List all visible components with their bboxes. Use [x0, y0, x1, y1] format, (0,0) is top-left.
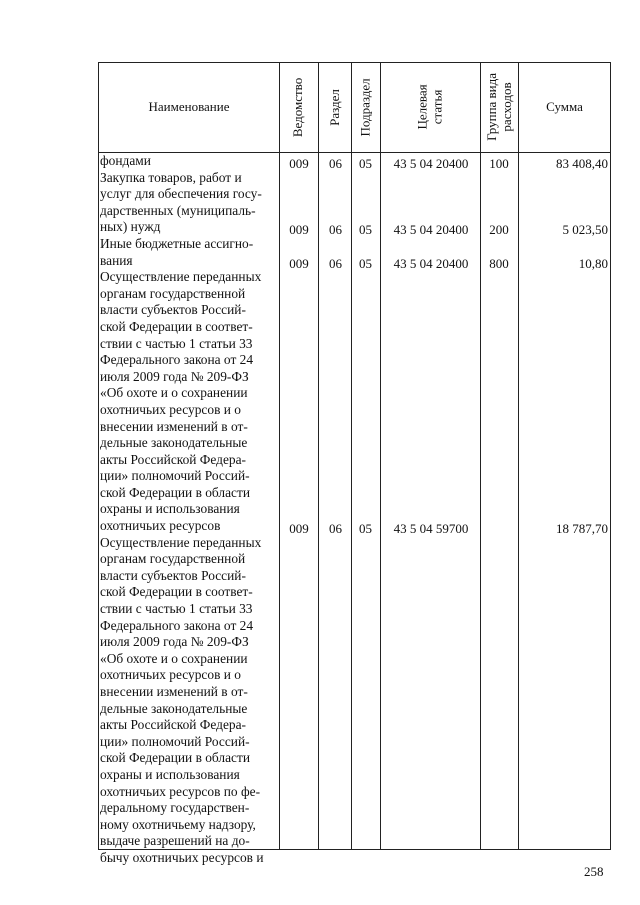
name-text-line: дельные законодательные [100, 435, 248, 451]
name-text-line: бычу охотничьих ресурсов и [100, 849, 264, 865]
col-divider-vedomstvo [318, 62, 319, 850]
name-text-line: охотничьих ресурсов и о [100, 667, 241, 683]
header-gruppa-line1: Группа вида [483, 73, 499, 141]
cell-celevaya: 43 5 04 20400 [393, 255, 469, 271]
name-text-line: июля 2009 года № 209-ФЗ [100, 368, 249, 384]
name-text-line: ствии с частью 1 статьи 33 [100, 601, 253, 617]
header-podrazdel [352, 62, 380, 152]
name-text-line: ской Федерации в области [100, 750, 250, 766]
name-text-line: власти субъектов Россий- [100, 302, 246, 318]
col-divider-gruppa [518, 62, 519, 850]
col-divider-name [279, 62, 280, 850]
name-text-line: вания [100, 252, 133, 268]
name-text-line: ской Федерации в соответ- [100, 318, 253, 334]
cell-summa: 18 787,70 [556, 521, 608, 537]
cell-celevaya: 43 5 04 20400 [393, 156, 469, 171]
name-text-line: ствии с частью 1 статьи 33 [100, 335, 253, 351]
cell-gruppa: 100 [489, 156, 509, 171]
name-text-line: ской Федерации в области [100, 484, 250, 500]
header-gruppa-line2: расходов [498, 82, 514, 132]
name-text-line: охотничьих ресурсов [100, 518, 221, 534]
header-summa-label: Сумма [546, 98, 583, 114]
name-text-line: «Об охоте и о сохранении [100, 650, 248, 666]
cell-gruppa: 200 [489, 222, 509, 238]
cell-vedomstvo: 009 [289, 222, 309, 238]
name-text-line: акты Российской Федера- [100, 451, 247, 467]
cell-gruppa: 800 [489, 255, 509, 271]
col-divider-podrazdel [380, 62, 381, 850]
header-gruppa [481, 62, 518, 152]
name-text-line: ции» полномочий Россий- [100, 733, 250, 749]
name-text-line: ных) нужд [100, 219, 161, 235]
cell-summa: 83 408,40 [556, 156, 608, 171]
header-podrazdel-label: Подраздел [357, 77, 373, 137]
header-gruppa-label [485, 73, 515, 141]
name-column-text [100, 153, 276, 867]
cell-vedomstvo: 009 [289, 255, 309, 271]
cell-razdel: 06 [329, 156, 342, 171]
name-text-line: дельные законодательные [100, 700, 248, 716]
name-text-line: органам государственной [100, 285, 246, 301]
name-text-line: июля 2009 года № 209-ФЗ [100, 634, 249, 650]
header-razdel-label: Раздел [326, 88, 342, 126]
header-name [99, 62, 279, 152]
header-celevaya-label [416, 84, 446, 129]
name-text-line: «Об охоте и о сохранении [100, 385, 248, 401]
name-text-line: услуг для обеспечения госу- [100, 186, 262, 202]
cell-razdel: 06 [329, 255, 342, 271]
name-text-line: охраны и использования [100, 766, 240, 782]
name-text-line: внесении изменений в от- [100, 684, 248, 699]
name-text-line: охотничьих ресурсов и о [100, 401, 241, 417]
cell-podrazdel: 05 [359, 156, 372, 171]
name-text-line: деральному государствен- [100, 800, 250, 816]
name-text-line: внесении изменений в от- [100, 418, 248, 434]
name-text-line: Иные бюджетные ассигно- [100, 235, 254, 251]
header-celevaya-line1: Целевая [414, 84, 430, 130]
name-text-line: Федерального закона от 24 [100, 352, 254, 368]
cell-vedomstvo: 009 [289, 156, 309, 171]
cell-podrazdel: 05 [359, 222, 372, 238]
name-text-line: охотничьих ресурсов по фе- [100, 783, 261, 799]
name-text-line: Закупка товаров, работ и [100, 169, 242, 185]
col-divider-celevaya [480, 62, 481, 850]
header-celevaya [381, 62, 480, 152]
page-number: 258 [584, 864, 604, 879]
header-razdel [319, 62, 351, 152]
col-divider-razdel [351, 62, 352, 850]
cell-vedomstvo: 009 [289, 521, 309, 537]
header-summa [519, 62, 610, 152]
cell-razdel: 06 [329, 222, 342, 238]
name-text-line: органам государственной [100, 551, 246, 567]
name-text-line: дарственных (муниципаль- [100, 202, 256, 218]
name-text-line: выдаче разрешений на до- [100, 833, 250, 849]
name-text-line: охраны и использования [100, 501, 240, 517]
header-name-label: Наименование [148, 98, 230, 114]
cell-celevaya: 43 5 04 59700 [393, 521, 469, 537]
cell-summa: 10,80 [578, 255, 608, 271]
name-text-line: ской Федерации в соответ- [100, 584, 253, 600]
name-text-line: фондами [100, 153, 151, 168]
name-text-line: Осуществление переданных [100, 534, 262, 550]
cell-celevaya: 43 5 04 20400 [393, 222, 469, 238]
cell-podrazdel: 05 [359, 255, 372, 271]
name-text-line: ции» полномочий Россий- [100, 468, 250, 484]
header-celevaya-line2: статья [429, 89, 445, 125]
header-vedomstvo [280, 62, 318, 152]
name-text-line: ному охотничьему надзору, [100, 816, 256, 832]
name-text-line: Осуществление переданных [100, 269, 262, 285]
name-text-line: власти субъектов Россий- [100, 567, 246, 583]
name-text-line: акты Российской Федера- [100, 717, 247, 733]
name-text-line: Федерального закона от 24 [100, 617, 254, 633]
cell-razdel: 06 [329, 521, 342, 537]
cell-summa: 5 023,50 [562, 222, 608, 238]
cell-podrazdel: 05 [359, 521, 372, 537]
header-vedomstvo-label: Ведомство [290, 77, 306, 137]
